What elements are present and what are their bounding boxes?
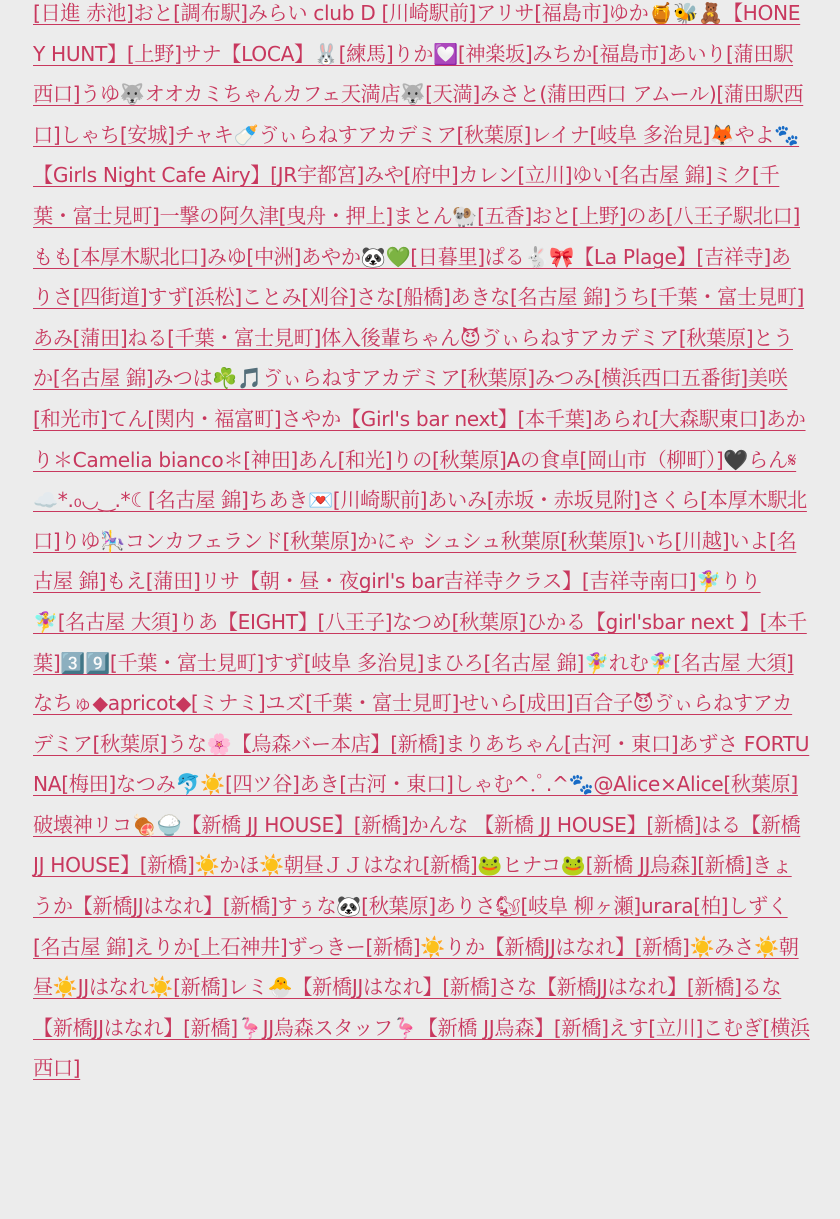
cast-links-text[interactable]: [日進 赤池]おと[調布駅]みらい club D [川崎駅前]アリサ[福島市]ゆか🍯🐝🧸【HONEY HUNT】[上野]サナ【LOCA】🐰[練馬]りか💟[神楽坂]みちか[福島市]あいり[蒲田駅西口]うゆ🐺オオカミちゃんカフェ天満店🐺[天満]みさと(蒲田西口 アムール)[蒲田駅西口]しゃち[安城]チャキ🍼ゔぃらねすアカデミア[秋葉原]レイナ[岐阜 多治見]🦊やよ🐾【Girls Night Cafe Airy】[JR宇都宮]みや[府中]カレン[立川]ゆい[名古屋 錦]ミク[千葉・富士見町]一撃の阿久津[曳舟・押上]まとん🐏[五香]おと[上野]のあ[八王子駅北口]もも[本厚木駅北口]みゆ[中洲]あやか🐼💚[日暮里]ぱる🐇🎀【La Plage】[吉祥寺]ありさ[四街道]すず[浜松]ことみ[刈谷]さな[船橋]あきな[名古屋 錦]うち[千葉・富士見町]あみ[蒲田]ねる[千葉・富士見町]体入後輩ちゃん😈ゔぃらねすアカデミア[秋葉原]とうか[名古屋 錦]みつは☘️🎵ゔぃらねすアカデミア[秋葉原]みつみ[横浜西口五番街]美咲[和光市]てん[関内・福富町]さやか【Girl's bar next】[本千葉]あられ[大森駅東口]あかり＊Camelia bianco＊[神田]あん[和光]りの[秋葉原]Aの食卓[岡山市（柳町）]🖤らん𝄋 ☁️*.₀◡‿.*☾[名古屋 錦]ちあき💌[川崎駅前]あいみ[赤坂・赤坂見附]さくら[本厚木駅北口]りゆ🎠コンカフェランド[秋葉原]かにゃ シュシュ秋葉原[秋葉原]いち[川越]いよ[名古屋 錦]もえ[蒲田]リサ【朝・昼・夜girl's bar吉祥寺クラス】[吉祥寺南口]🧚‍♀️りり🧚‍♀️[名古屋 大須]りあ【EIGHT】[八王子]なつめ[秋葉原]ひかる【girl'sbar next 】[本千葉]3️⃣9️⃣[千葉・富士見町]すず[岐阜 多治見]まひろ[名古屋 錦]🧚‍♀️れむ🧚‍♀️[名古屋 大須]なちゅ◆apricot◆[ミナミ]ユズ[千葉・富士見町]せいら[成田]百合子😈ゔぃらねすアカデミア[秋葉原]うな🌸【烏森バー本店】[新橋]まりあちゃん[古河・東口]あずさ FORTUNA[梅田]なつみ🐬☀️[四ツ谷]あき[古河・東口]しゃむ^.ﾟ.^🐾@Alice×Alice[秋葉原]破壊神リコ🍖🍚【新橋 JJ HOUSE】[新橋]かんな 【新橋 JJ HOUSE】[新橋]はる【新橋 JJ HOUSE】[新橋]☀️かほ☀️朝昼ＪＪはなれ[新橋]🐸ヒナコ🐸[新橋 JJ烏森][新橋]きょうか【新橋JJはなれ】[新橋]すぅな🐼[秋葉原]ありさ🐿[岐阜 柳ヶ瀬]urara[柏]しずく[名古屋 錦]えりか[上石神井]ずっきー[新橋]☀️りか【新橋JJはなれ】[新橋]☀️みさ☀️朝昼☀️JJはなれ☀️[新橋]レミ🐣【新橋JJはなれ】[新橋]さな【新橋JJはなれ】[新橋]るな【新橋JJはなれ】[新橋]🦩JJ烏森スタッフ🦩【新橋 JJ烏森】[新橋]えす[立川]こむぎ[横浜西口] [33,1,810,1081]
cast-link-list[interactable] [33,0,810,1089]
